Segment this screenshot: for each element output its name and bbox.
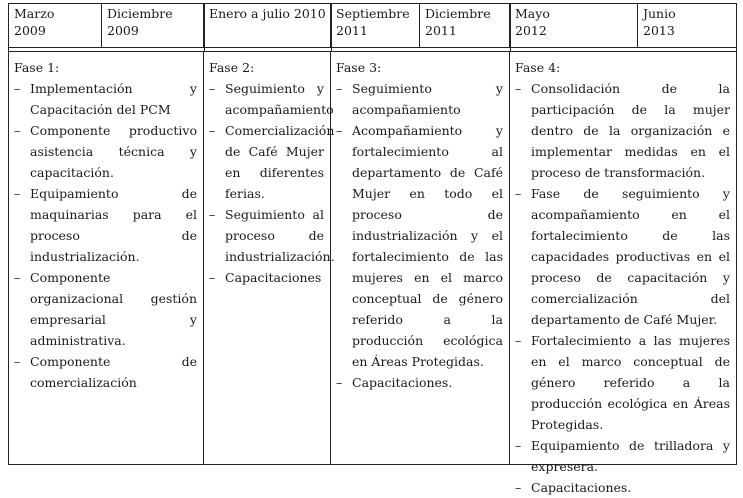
phase-1-cell <box>9 52 204 464</box>
phase-3-cell <box>331 52 510 464</box>
phase-title: Fase 1: <box>14 60 60 75</box>
phase-2-cell <box>204 52 335 464</box>
list-item: – Seguimiento y acompañamiento <box>336 78 503 120</box>
phase-4-cell <box>510 52 736 495</box>
timeline-table <box>8 3 737 495</box>
header-row <box>9 4 736 48</box>
header-marzo-2009: Marzo 2009 <box>9 4 102 48</box>
list-item: – Componente organizacional gestión empresarial y administrativa. <box>14 267 197 351</box>
phase-title: Fase 4: <box>515 60 561 75</box>
list-item: – Capacitaciones. <box>336 372 503 393</box>
column-divider <box>331 4 332 52</box>
phase-3-list <box>336 78 503 393</box>
list-item: – Comercialización de Café Mujer en diferentes ferias. <box>209 120 324 204</box>
phases-row <box>9 52 736 495</box>
list-item: – Fortalecimiento a las mujeres en el marco conceptual de género referido a la producción ecológica en Áreas Protegidas. <box>515 330 730 435</box>
column-divider <box>510 4 511 52</box>
column-divider <box>204 4 205 52</box>
phase-2-list <box>209 78 335 288</box>
list-item: – Consolidación de la participación de la mujer dentro de la organización e implementar medidas en el proceso de transformación. <box>515 78 730 183</box>
list-item: – Capacitaciones <box>209 267 324 288</box>
list-item: – Acompañamiento y fortalecimiento al departamento de Café Mujer en todo el proceso de industrialización y el fortalecimiento de las mujeres en el marco conceptual de género referido a la producción ecológica en Áreas Protegidas. <box>336 120 503 372</box>
list-item: – Seguimiento y acompañamiento <box>209 78 324 120</box>
list-item: – Fase de seguimiento y acompañamiento en el fortalecimiento de las capacidades productivas en el proceso de capacitación y comercialización del departamento de Café Mujer. <box>515 183 730 330</box>
phase-4-list <box>515 78 730 498</box>
phase-1-list <box>14 78 197 393</box>
header-mayo-2012: Mayo 2012 <box>510 4 638 48</box>
list-item: – Seguimiento al proceso de industrialización. <box>209 204 324 267</box>
list-item: – Equipamiento de trilladora y expresera. <box>515 435 730 477</box>
header-diciembre-2009: Diciembre 2009 <box>102 4 204 48</box>
list-item: – Equipamiento de maquinarias para el proceso de industrialización. <box>14 183 197 267</box>
header-junio-2013: Junio 2013 <box>643 6 676 38</box>
list-item: – Implementación y Capacitación del PCM <box>14 78 197 120</box>
phase-title: Fase 2: <box>209 60 255 75</box>
header-diciembre-2011: Diciembre 2011 <box>420 4 510 48</box>
list-item: – Componente de comercialización <box>14 351 197 393</box>
list-item: – Componente productivo asistencia técnica y capacitación. <box>14 120 197 183</box>
list-item: – Capacitaciones. <box>515 477 730 498</box>
header-septiembre-2011: Septiembre 2011 <box>331 4 420 48</box>
header-enero-julio-2010: Enero a julio 2010 <box>204 4 331 48</box>
phase-title: Fase 3: <box>336 60 382 75</box>
